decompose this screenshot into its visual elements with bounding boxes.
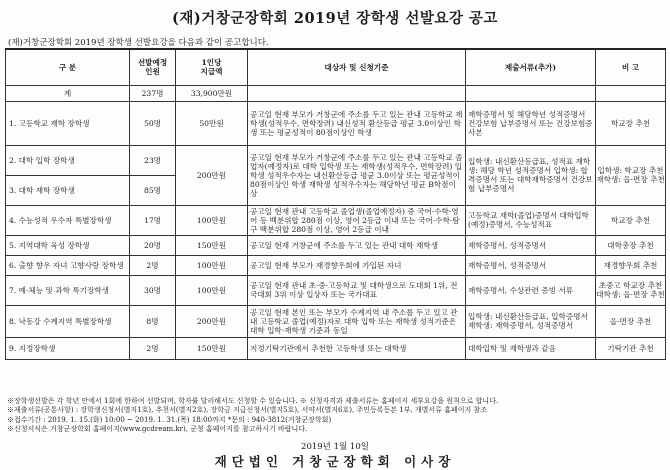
intro-text: (재)거창군장학회 2019년 장학생 선발요강을 다음과 같이 공고합니다. — [8, 38, 269, 48]
row-documents: 입학생: 내신환산등급표, 입학증명서 재학생: 재학증명서, 성적증명서 — [466, 305, 596, 337]
row-category: 2. 대학 입학 장학생 — [6, 145, 130, 175]
announcement-date: 2019년 1월 10일 — [301, 442, 369, 452]
total-quota: 237명 — [130, 85, 176, 101]
row-remarks: 기탁기관 추천 — [596, 337, 666, 359]
row-documents: 대학입학 및 재학생과 같음 — [466, 337, 596, 359]
row-quota: 2명 — [130, 337, 176, 359]
note-line: ※접수기간 : 2019. 1. 15.(화) 10:00 ~ 2019. 1. 31.(목) 18:00까지 *문의 : 940-3812(거창군장학회) — [7, 415, 332, 424]
row-amount: 150만원 — [176, 235, 248, 255]
row-criteria: 공고일 현재 부모가 재경향우회에 가입된 자녀 — [248, 255, 466, 275]
total-label: 계 — [6, 85, 130, 101]
row-category: 9. 지정장학생 — [6, 337, 130, 359]
row-criteria: 공고일 현재 거창군에 주소를 두고 있는 관내 대학 재학생 — [248, 235, 466, 255]
row-amount: 150만원 — [176, 337, 248, 359]
row-criteria: 지정기탁기관에서 추천한 고등학생 또는 대학생 — [248, 337, 466, 359]
row-category: 4. 수능성적 우수자 특별장학생 — [6, 205, 130, 235]
note-line: ※제출서류(공통사항) : 장학생신청서(별지1호), 추천서(별지2호), 장학금 지급신청서(별지5호), 서약서(별지6호), 주민등록등본 1부, 개별서류 홈페이지 참조 — [7, 406, 487, 415]
document-title: (재)거창군장학회 2019년 장학생 선발요강 공고 — [172, 10, 498, 27]
row-quota: 17명 — [130, 205, 176, 235]
header-criteria: 대상자 및 신청기준 — [248, 49, 466, 85]
table-row — [6, 101, 666, 145]
row-criteria: 공고일 현재 부모가 거창군에 주소를 두고 있는 관내 고등학교 재학생(성적우수, 면학장려) 내신성적 환산등급 평균 3.0이상인 학생 또는 평균성적이 80점이상인 학생 — [248, 101, 466, 145]
note-line: ※장학생선발은 각 학년 안에서 1회에 한하여 선발되며, 학자률 달리해서도 신청할 수 있습니다. ※ 신청자격과 제출서류는 홈페이지 세부요강을 원칙으로 합니다. — [7, 397, 499, 405]
row-criteria: 공고일 현재 부모가 거창군에 주소를 두고 있는 관내 고등학교 졸업자(예정자)로 대학 입학생 또는 재학생(성적우수, 면학장려) 입학생 성적우수자는 내신환산등급 평균 3.0이상 또는 평균성적이 80점이상인 학생 재학생 성적우수자는 해당학년 평균 B학점이상 — [248, 145, 466, 205]
row-quota: 2명 — [130, 255, 176, 275]
row-remarks: 입학생: 학교장 추천 재학생: 읍·면장 추천 — [596, 145, 666, 205]
row-documents: 입학생: 내신환산등급표, 성적표 재학생: 해당 학년 성적증명서 입학생: 합격증명서 또는 대학재학증명서 건강보험 납부증명서 — [466, 145, 596, 205]
row-remarks: 대학총장 추천 — [596, 235, 666, 255]
row-category: 7. 예·체능 및 과학 특기장학생 — [6, 275, 130, 305]
signature: 재단법인 거창군장학회 이사장 — [214, 454, 456, 469]
row-remarks: 학교장 추천 — [596, 101, 666, 145]
row-quota: 50명 — [130, 101, 176, 145]
table-row — [6, 337, 666, 359]
table-header-row — [6, 49, 666, 85]
row-amount: 100만원 — [176, 255, 248, 275]
row-criteria: 공고일 현재 관내 초·중·고등학교 및 대학생으로 도대회 1위, 전국대회 3위 이상 입상자 또는 국가대표 — [248, 275, 466, 305]
total-row — [6, 85, 666, 101]
row-quota: 30명 — [130, 275, 176, 305]
table-row — [6, 145, 666, 175]
row-amount: 200만원 — [176, 145, 248, 205]
row-category: 6. 출향 향우 자녀 고향사랑 장학생 — [6, 255, 130, 275]
row-amount: 100만원 — [176, 275, 248, 305]
row-remarks: 초중고 학교장 추천 대학생: 읍·면장 추천 — [596, 275, 666, 305]
row-amount: 200만원 — [176, 305, 248, 337]
total-amount: 33,900만원 — [176, 85, 248, 101]
row-amount: 50만원 — [176, 101, 248, 145]
row-category: 3. 대학 재학 장학생 — [6, 175, 130, 205]
table-row — [6, 305, 666, 337]
row-remarks: 학교장 추천 — [596, 205, 666, 235]
table-row — [6, 275, 666, 305]
header-quota: 선발예정 인원 — [130, 49, 176, 85]
row-criteria: 공고일 현재 관내 고등학교 졸업생(졸업예정자) 중 국어·수학·영어 등 백분위합 280점 이상, 영어 2등급 이내 또는 국어·수학·탐구 백분위합 280점 이상, 영어 2등급 이내 — [248, 205, 466, 235]
table-row — [6, 205, 666, 235]
row-documents: 재학증명서, 성적증명서 — [466, 255, 596, 275]
header-documents: 제출서류(추가) — [466, 49, 596, 85]
table-row — [6, 235, 666, 255]
row-category: 8. 낙동강 수계지역 특별장학생 — [6, 305, 130, 337]
row-category: 5. 지역대학 육성 장학생 — [6, 235, 130, 255]
row-documents: 재학증명서, 성적증명서 — [466, 235, 596, 255]
header-remarks: 비 고 — [596, 49, 666, 85]
header-amount: 1인당 지급액 — [176, 49, 248, 85]
row-remarks: 재경향우회 추천 — [596, 255, 666, 275]
row-documents: 재학증명서 및 해당학년 성적증명서 건강보험 납부증명서 또는 건강보험증 사본 — [466, 101, 596, 145]
row-documents: 고등학교 재학(졸업)증명서 대학입학(예정)증명서, 수능성적표 — [466, 205, 596, 235]
row-documents: 재학증명서, 수상관련 증빙 서류 — [466, 275, 596, 305]
row-quota: 85명 — [130, 175, 176, 205]
note-line: ※신청서식은 거창군장학회 홈페이지(www.gcdream.kr), 군청 홈페이지를 참고하시기 바랍니다. — [7, 424, 308, 433]
row-quota: 23명 — [130, 145, 176, 175]
notes-section — [7, 397, 665, 434]
table-row — [6, 255, 666, 275]
row-remarks: 읍·면장 추천 — [596, 305, 666, 337]
row-amount: 100만원 — [176, 205, 248, 235]
row-quota: 20명 — [130, 235, 176, 255]
scholarship-table — [5, 48, 666, 360]
header-category: 구 분 — [6, 49, 130, 85]
row-criteria: 공고일 현재 본인 또는 부모가 수계지역 내 주소를 두고 있고 관내 고등학교 졸업(예정)자로 대학 입학 또는 재학생 성적기준은 대학 입학·재학생 기준과 동일 — [248, 305, 466, 337]
row-quota: 8명 — [130, 305, 176, 337]
row-category: 1. 고등학교 재학 장학생 — [6, 101, 130, 145]
